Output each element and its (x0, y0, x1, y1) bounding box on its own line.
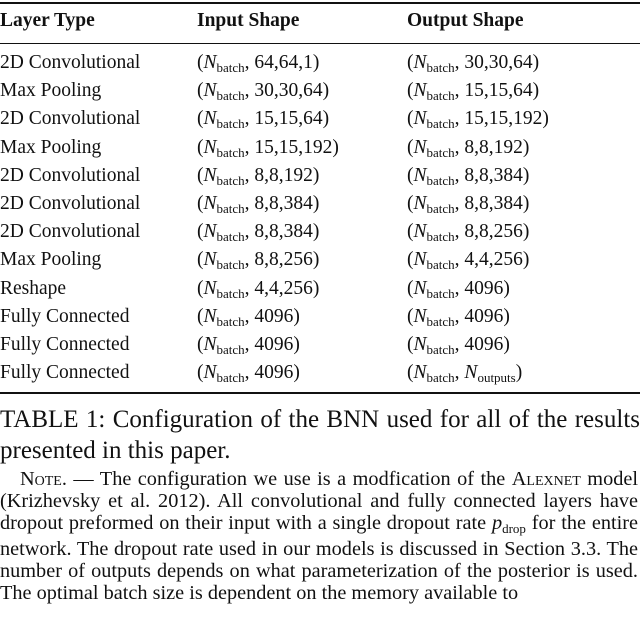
shape-value: 4096 (464, 334, 504, 355)
batch-subscript: batch (426, 313, 455, 329)
p-drop-symbol: p (491, 511, 503, 534)
batch-subscript: batch (216, 116, 245, 132)
model-name: Alexnet (511, 468, 581, 490)
shape-value: 30,30,64 (464, 52, 533, 73)
p-drop-subscript: drop (502, 520, 526, 536)
note-label: Note. (20, 468, 67, 490)
outputs-symbol: N (464, 362, 478, 384)
header-rule (0, 43, 640, 44)
batch-symbol: N (413, 80, 427, 102)
batch-symbol: N (203, 362, 217, 384)
batch-subscript: batch (426, 229, 455, 245)
table-row (0, 165, 640, 193)
input-shape: ($N_{batch}$, 15,15,64) (197, 108, 330, 132)
shape-value: 30,30,64 (254, 80, 323, 102)
output-shape: ($N_{batch}$, 15,15,192) (407, 108, 549, 132)
batch-subscript: batch (216, 257, 245, 273)
table-row (0, 52, 640, 80)
batch-symbol: N (413, 164, 427, 186)
shape-value: 4096 (254, 362, 294, 384)
shape-value: 8,8,384 (464, 193, 523, 214)
shape-value: 8,8,256 (254, 249, 313, 271)
output-shape: ($N_{batch}$, 4096) (407, 334, 510, 357)
header-input-shape: Input Shape (197, 10, 300, 31)
note-text-3: for the entire network. The dropout rate used in our models is discussed in Section 3.3. The number of outputs depends on what parameterization of the posterior is used. The optimal batch size is dependent on the memory available to (0, 511, 638, 604)
shape-value: 8,8,384 (254, 193, 313, 214)
batch-symbol: N (203, 305, 217, 327)
table-note (0, 469, 638, 605)
batch-subscript: batch (426, 60, 455, 75)
note-text-1: — The configuration we use is a modfication of the (66, 468, 512, 490)
shape-value: 4096 (254, 334, 294, 355)
header-layer-type: Layer Type (0, 10, 95, 31)
batch-subscript: batch (426, 285, 455, 301)
output-shape: ($N_{batch}$, 8,8,192) (407, 136, 530, 160)
shape-value: 8,8,192 (254, 164, 313, 186)
batch-subscript: batch (216, 172, 245, 188)
batch-symbol: N (413, 249, 427, 271)
output-shape: ($N_{batch}$, $N_{outputs}$) (407, 362, 523, 386)
batch-subscript: batch (426, 116, 455, 132)
shape-value: 4,4,256 (254, 277, 313, 299)
shape-value: 15,15,64 (254, 108, 323, 130)
table-caption: TABLE 1: Configuration of the BNN used for all of the results presented in this paper. (0, 406, 640, 464)
batch-symbol: N (203, 193, 217, 214)
layer-type: Max Pooling (0, 136, 102, 158)
layer-type: Max Pooling (0, 80, 102, 102)
batch-symbol: N (203, 249, 217, 271)
input-shape: ($N_{batch}$, 30,30,64) (197, 80, 330, 104)
batch-subscript: batch (216, 313, 245, 329)
layer-type: 2D Convolutional (0, 108, 141, 130)
batch-symbol: N (203, 277, 217, 299)
batch-symbol: N (203, 164, 217, 186)
batch-subscript: batch (216, 229, 245, 245)
output-shape: ($N_{batch}$, 4096) (407, 277, 510, 301)
table-row (0, 278, 640, 306)
shape-value: 8,8,192 (464, 136, 523, 158)
batch-subscript: batch (426, 144, 455, 160)
shape-value: 15,15,64 (464, 80, 533, 102)
batch-symbol: N (203, 221, 217, 243)
table-header (0, 10, 640, 38)
batch-subscript: batch (216, 88, 245, 104)
input-shape: ($N_{batch}$, 15,15,192) (197, 136, 339, 160)
table-row (0, 306, 640, 334)
layer-type: 2D Convolutional (0, 221, 141, 243)
input-shape: ($N_{batch}$, 8,8,256) (197, 249, 320, 273)
table-row (0, 137, 640, 165)
batch-subscript: batch (216, 144, 245, 160)
output-shape: ($N_{batch}$, 4,4,256) (407, 249, 530, 273)
bottom-rule (0, 392, 640, 394)
layer-type: Fully Connected (0, 305, 130, 327)
header-output-shape: Output Shape (407, 10, 524, 31)
batch-subscript: batch (426, 370, 455, 386)
table-row (0, 334, 640, 362)
batch-subscript: batch (216, 201, 245, 216)
input-shape: ($N_{batch}$, 4096) (197, 305, 300, 329)
table-row (0, 108, 640, 136)
batch-symbol: N (413, 277, 427, 299)
layer-type: Reshape (0, 277, 67, 299)
batch-subscript: batch (216, 370, 245, 386)
shape-value: 4096 (464, 305, 504, 327)
output-shape: ($N_{batch}$, 8,8,384) (407, 164, 530, 188)
batch-symbol: N (203, 52, 217, 73)
shape-value: 4096 (464, 277, 504, 299)
batch-subscript: batch (216, 60, 245, 75)
batch-symbol: N (413, 193, 427, 214)
input-shape: ($N_{batch}$, 4,4,256) (197, 277, 320, 301)
batch-subscript: batch (426, 201, 455, 216)
batch-subscript: batch (216, 285, 245, 301)
batch-subscript: batch (426, 172, 455, 188)
outputs-subscript: outputs (477, 370, 516, 386)
batch-symbol: N (413, 52, 427, 73)
layer-type: 2D Convolutional (0, 193, 141, 214)
input-shape: ($N_{batch}$, 8,8,384) (197, 193, 320, 216)
batch-subscript: batch (426, 342, 455, 357)
layer-type: Fully Connected (0, 334, 130, 355)
batch-symbol: N (203, 80, 217, 102)
shape-value: 64,64,1 (254, 52, 313, 73)
batch-symbol: N (413, 136, 427, 158)
output-shape: ($N_{batch}$, 30,30,64) (407, 52, 540, 75)
table-row (0, 193, 640, 221)
input-shape: ($N_{batch}$, 8,8,192) (197, 164, 320, 188)
input-shape: ($N_{batch}$, 4096) (197, 334, 300, 357)
batch-subscript: batch (426, 257, 455, 273)
input-shape: ($N_{batch}$, 8,8,384) (197, 221, 320, 245)
output-shape: ($N_{batch}$, 4096) (407, 305, 510, 329)
batch-symbol: N (413, 305, 427, 327)
shape-value: 8,8,384 (464, 164, 523, 186)
batch-symbol: N (203, 108, 217, 130)
batch-symbol: N (203, 136, 217, 158)
batch-symbol: N (413, 362, 427, 384)
shape-value: 15,15,192 (464, 108, 543, 130)
table-row (0, 221, 640, 249)
output-shape: ($N_{batch}$, 8,8,384) (407, 193, 530, 216)
layer-type: 2D Convolutional (0, 52, 141, 73)
layer-type: Fully Connected (0, 362, 130, 384)
batch-symbol: N (413, 334, 427, 355)
top-rule (0, 2, 640, 4)
shape-value: 4096 (254, 305, 294, 327)
batch-symbol: N (413, 108, 427, 130)
input-shape: ($N_{batch}$, 64,64,1) (197, 52, 320, 75)
table-row (0, 249, 640, 277)
shape-value: 4,4,256 (464, 249, 523, 271)
batch-subscript: batch (216, 342, 245, 357)
batch-subscript: batch (426, 88, 455, 104)
table-row (0, 80, 640, 108)
note-text-2: model (Krizhevsky et al. 2012). All convolutional and fully connected layers have dropout preformed on their input with a single dropout rate (0, 468, 638, 534)
shape-value: 8,8,384 (254, 221, 313, 243)
layer-type: 2D Convolutional (0, 164, 141, 186)
shape-value: 15,15,192 (254, 136, 333, 158)
batch-symbol: N (413, 221, 427, 243)
table-row (0, 362, 640, 390)
output-shape: ($N_{batch}$, 8,8,256) (407, 221, 530, 245)
output-shape: ($N_{batch}$, 15,15,64) (407, 80, 540, 104)
batch-symbol: N (203, 334, 217, 355)
input-shape: ($N_{batch}$, 4096) (197, 362, 300, 386)
shape-value: 8,8,256 (464, 221, 523, 243)
layer-type: Max Pooling (0, 249, 102, 271)
